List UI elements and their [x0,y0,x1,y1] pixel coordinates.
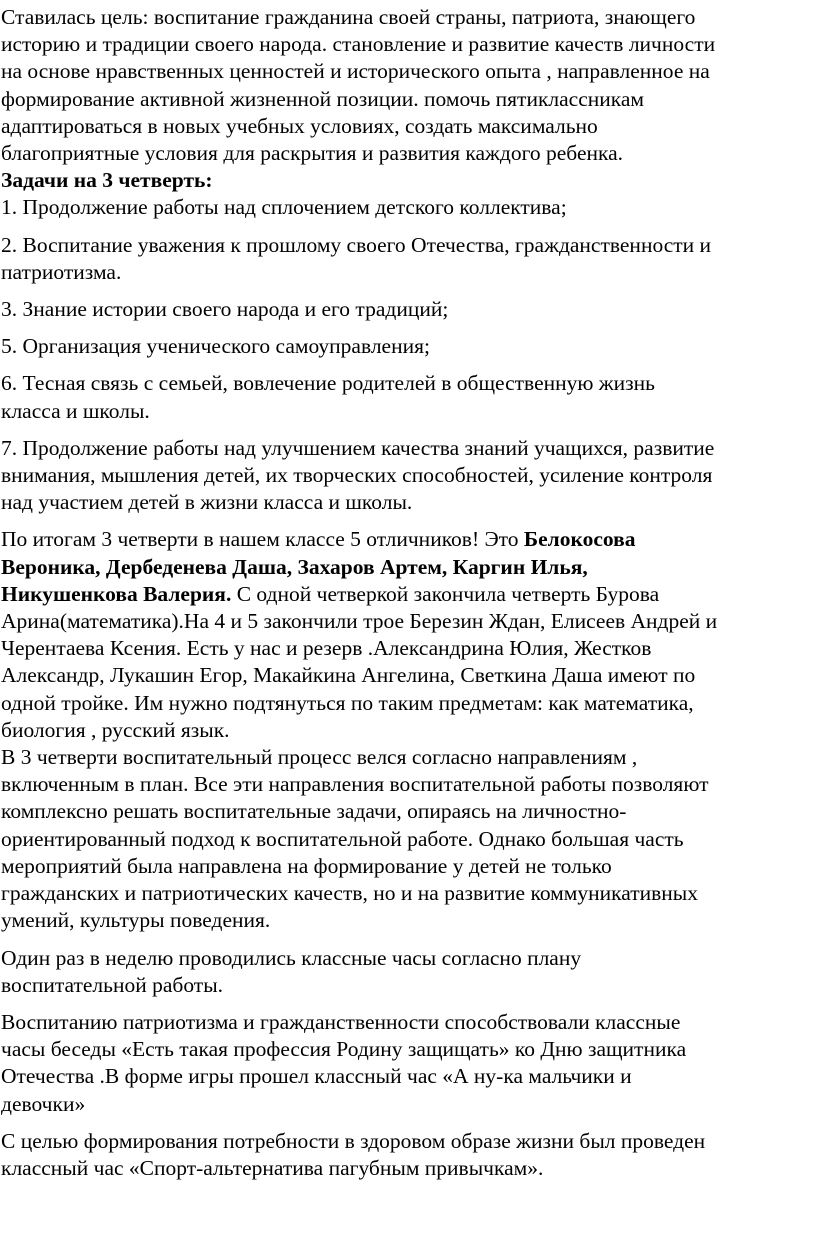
honor-students-names: Белокосова [523,527,636,552]
text-line: Черентаева Ксения. Есть у нас и резерв .Александрина Юлия, Жестков [1,636,652,661]
text-line: классный час «Спорт-альтернатива пагубным привычкам». [1,1155,544,1180]
text-line: Ставилась цель: воспитание гражданина своей страны, патриота, знающего [1,5,696,29]
task-item-2 [1,232,816,286]
text-line: 7. Продолжение работы над улучшением качества знаний учащихся, развитие [1,435,715,460]
text-line: 6. Тесная связь с семьей, вовлечение родителей в общественную жизнь [1,371,655,396]
text-line: на основе нравственных ценностей и исторического опыта , направленное на [1,59,710,84]
text-line: 1. Продолжение работы над сплочением детского коллектива; [1,195,567,220]
text-line: В 3 четверти воспитательный процесс велся согласно направлениям , [1,745,638,770]
honor-students-names: Вероника, Дербеденева Даша, Захаров Артем, Каргин Илья, [1,554,588,579]
text-line [1,581,816,608]
text-line: Александр, Лукашин Егор, Макайкина Ангелина, Светкина Даша имеют по [1,663,696,688]
health-paragraph [1,1128,816,1182]
text-line: девочки» [1,1091,86,1116]
results-text: По итогам 3 четверти в нашем классе 5 отличников! Это [1,527,524,552]
text-line: патриотизма. [1,259,122,284]
text-line: формирование активной жизненной позиции. помочь пятиклассникам [1,86,645,111]
text-line: класса и школы. [1,398,150,423]
text-line: 2. Воспитание уважения к прошлому своего Отечества, гражданственности и [1,232,712,257]
text-line: умений, культуры поведения. [1,908,271,933]
text-line: адаптироваться в новых учебных условиях, создать максимально [1,113,598,138]
intro-paragraph [1,4,816,167]
text-line: комплексно решать воспитательные задачи, опираясь на личностно- [1,799,627,824]
text-line [1,526,816,553]
text-line: включенным в план. Все эти направления воспитательной работы позволяют [1,772,709,797]
text-line: одной тройке. Им нужно подтянуться по таким предметам: как математика, [1,690,694,715]
text-line: биология , русский язык. [1,717,230,742]
text-line: историю и традиции своего народа. становление и развитие качеств личности [1,32,716,57]
patriotism-paragraph [1,1009,816,1118]
text-line: 5. Организация ученического самоуправления; [1,334,430,359]
task-item-1 [1,194,816,221]
text-line: Один раз в неделю проводились классные часы согласно плану [1,945,582,970]
text-line: мероприятий была направлена на формирование у детей не только [1,853,612,878]
task-item-7 [1,435,816,517]
text-line: Воспитанию патриотизма и гражданственности способствовали классные [1,1009,681,1034]
text-line: С целью формирования потребности в здоровом образе жизни был проведен [1,1128,706,1153]
text-line: часы беседы «Есть такая профессия Родину защищать» ко Дню защитника [1,1037,687,1062]
text-line: внимания, мышления детей, их творческих способностей, усиление контроля [1,463,713,488]
text-line: благоприятные условия для раскрытия и развития каждого ребенка. [1,141,624,166]
honor-students-names: Никушенкова Валерия. [1,581,232,606]
text-line: Отечества .В форме игры прошел классный час «А ну-ка мальчики и [1,1064,632,1089]
text-line: Арина(математика).На 4 и 5 закончили трое Березин Ждан, Елисеев Андрей и [1,609,718,634]
text-line: ориентированный подход к воспитательной работе. Однако большая часть [1,826,684,851]
text-line: 3. Знание истории своего народа и его традиций; [1,297,449,322]
process-paragraph [1,744,816,934]
task-item-6 [1,370,816,424]
task-item-3 [1,296,816,323]
text-line: воспитательной работы. [1,972,224,997]
results-paragraph [1,526,816,744]
text-line: гражданских и патриотических качеств, но и на развитие коммуникативных [1,881,698,906]
results-text: С одной четверкой закончила четверть Бурова [231,581,660,606]
task-item-5 [1,333,816,360]
tasks-heading: Задачи на 3 четверть: [1,168,213,193]
weekly-paragraph [1,945,816,999]
text-line: над участием детей в жизни класса и школы. [1,490,413,515]
